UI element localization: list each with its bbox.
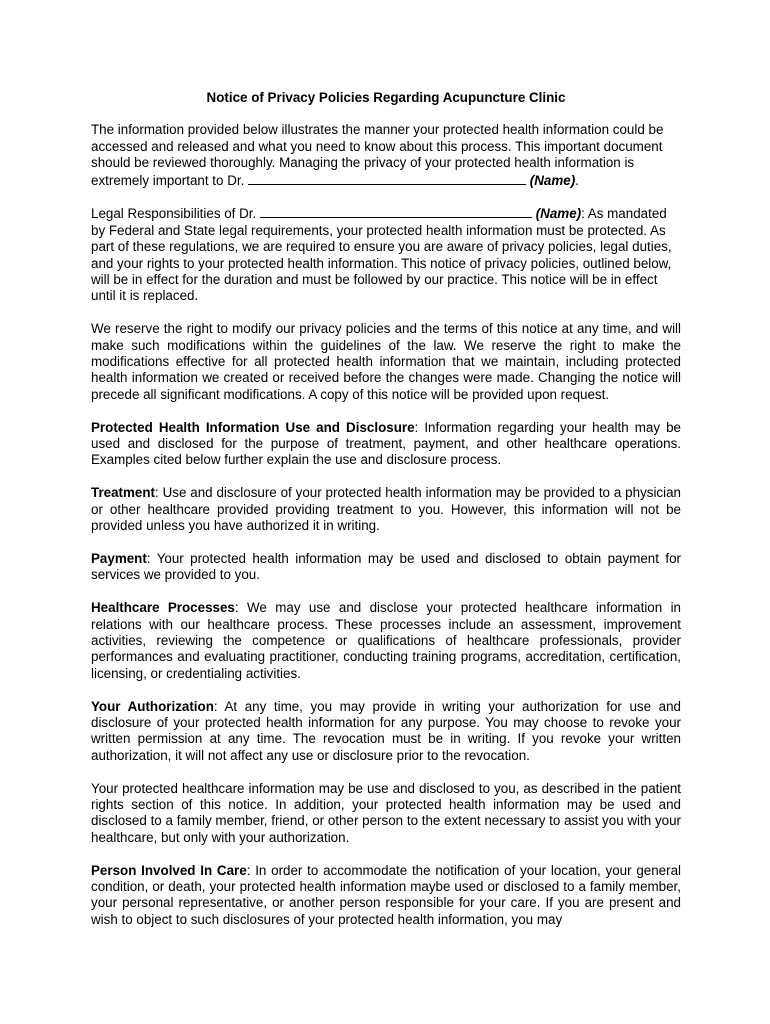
healthcare-processes-paragraph (91, 600, 681, 682)
legal-lead: Legal Responsibilities of Dr. (91, 206, 257, 222)
intro-end: . (575, 172, 579, 188)
legal-text: : As mandated by Federal and State legal requirements, your protected health information must be protected. As part of these regulations, we are required to ensure you are aware of privacy policies, legal duties, and your rights to your protected health information. This notice of privacy policies, outlined below, will be in effect for the duration and must be followed by our practice. This notice will be in effect until it is replaced. (91, 206, 672, 304)
treatment-paragraph (91, 485, 681, 534)
treatment-heading: Treatment (91, 485, 155, 501)
authorization-heading: Your Authorization (91, 698, 214, 714)
name-label-2: (Name) (535, 206, 582, 222)
authorization-text: : At any time, you may provide in writing your authorization for use and disclosure of your protected health information for any purpose. You may choose to revoke your written permission at any time. The revocation must be in writing. If you revoke your written authorization, it will not affect any use or disclosure prior to the revocation. (91, 698, 682, 763)
document-title: Notice of Privacy Policies Regarding Acupuncture Clinic (206, 90, 566, 105)
phi-use-paragraph (91, 420, 681, 469)
person-involved-heading: Person Involved In Care (91, 862, 247, 878)
healthcare-processes-text: : We may use and disclose your protected healthcare information in relations with our healthcare process. These processes include an assessment, improvement activities, reviewing the competence or qualifications of healthcare professionals, provider performances and evaluating practitioner, conducting training programs, accreditation, certification, licensing, or credentialing activities. (91, 600, 682, 681)
legal-paragraph (91, 205, 681, 304)
person-involved-text: : In order to accommodate the notification of your location, your general condition, or death, your protected health information maybe used or disclosed to a family member, your personal representative, or another person responsible for your care. If you are present and wish to object to such disclosures of your protected health information, you may (91, 862, 681, 927)
authorization-paragraph (91, 699, 681, 765)
disclosure-paragraph: Your protected healthcare information may be use and disclosed to you, as described in the patient rights section of this notice. In addition, your protected health information may be used and disclosed to a family member, friend, or other person to the extent necessary to assist you with your healthcare, but only with your authorization. (91, 780, 681, 845)
payment-paragraph (91, 551, 681, 584)
person-involved-paragraph (91, 863, 681, 929)
document-page (91, 90, 681, 945)
intro-paragraph (91, 122, 681, 189)
payment-text: : Your protected health information may be used and disclosed to obtain payment for services we provided to you. (91, 550, 681, 583)
phi-use-text: : Information regarding your health may be used and disclosed for the purpose of treatment, payment, and other healthcare operations. Examples cited below further explain the use and disclosure process. (91, 419, 681, 468)
healthcare-processes-heading: Healthcare Processes (91, 600, 235, 616)
payment-heading: Payment (91, 550, 147, 566)
reserve-paragraph: We reserve the right to modify our privacy policies and the terms of this notice at any time, and will make such modifications within the guidelines of the law. We reserve the right to make the modifications effective for all protected health information that we maintain, including protected health information we created or received before the changes were made. Changing the notice will precede all significant modifications. A copy of this notice will be provided upon request. (91, 321, 681, 402)
name-label: (Name) (529, 172, 576, 188)
phi-use-heading: Protected Health Information Use and Disclosure (91, 419, 415, 435)
intro-text: The information provided below illustrates the manner your protected health information could be accessed and released and what you need to know about this process. This important document should be reviewed thoroughly. Managing the privacy of your protected health information is extremely important to Dr. (91, 122, 664, 188)
treatment-text: : Use and disclosure of your protected health information may be provided to a physician or other healthcare provided providing treatment to you. However, this information will not be provided unless you have authorized it in writing. (91, 485, 681, 534)
doctor-name-blank[interactable] (248, 172, 526, 185)
doctor-name-blank-2[interactable] (260, 205, 532, 218)
